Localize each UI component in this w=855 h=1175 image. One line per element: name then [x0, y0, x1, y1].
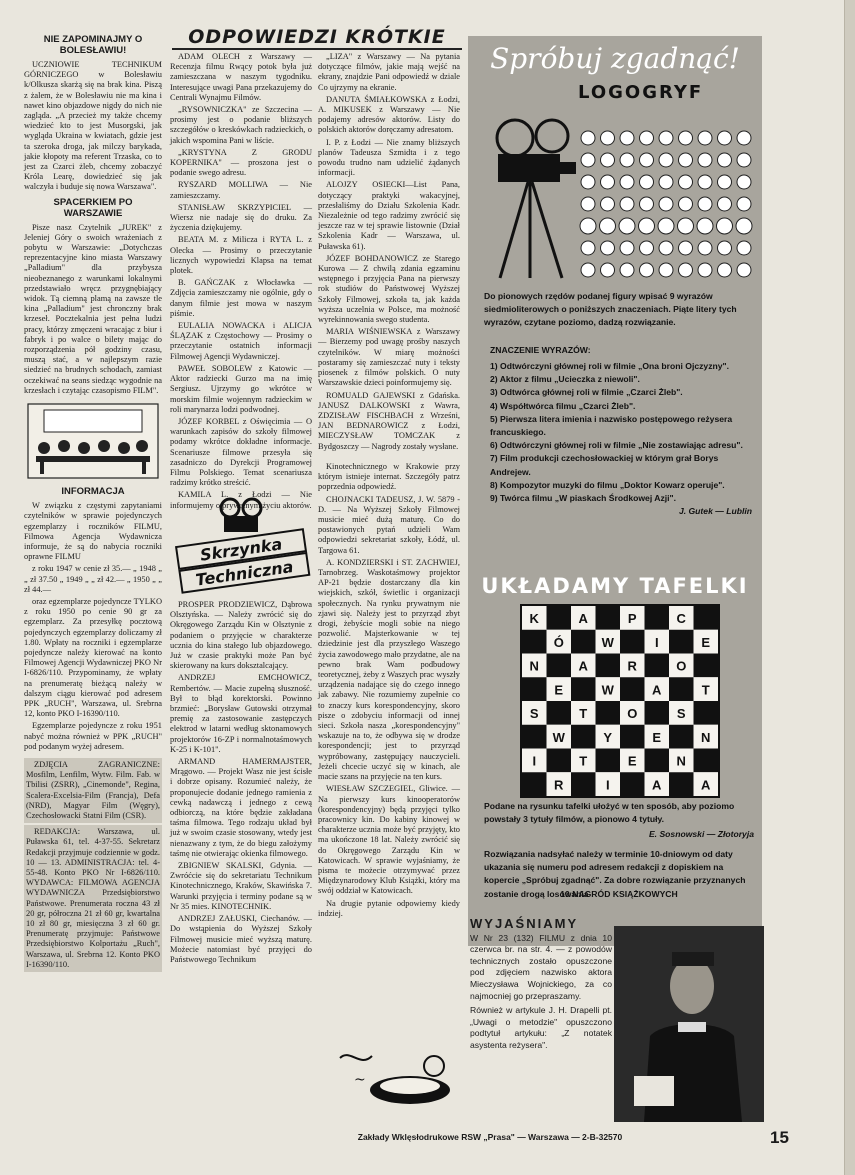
- logogryf-cell: [698, 131, 712, 145]
- board-square: [596, 606, 621, 630]
- meanings-heading: ZNACZENIE WYRAZÓW:: [490, 345, 591, 355]
- puzzle-section-title: Spróbuj zgadnąć!: [490, 42, 740, 75]
- board-letter: A: [578, 611, 588, 626]
- cartoon-reel-illustration: [330, 1040, 460, 1120]
- board-letter: S: [529, 706, 539, 721]
- board-square: [694, 654, 719, 678]
- logogryf-cell: [698, 263, 712, 277]
- logogryf-cell: [737, 241, 751, 255]
- tafelki-author: E. Sosnowski — Złotoryja: [648, 829, 754, 839]
- logogryf-cell: [679, 175, 693, 189]
- article-text: Pisze nasz Czytelnik „JUREK" z Jeleniej Góry o swoich wrażeniach z pobytu w Warszawie: „Dotychczas reprezentacyjne kino miasta Warszawy „Palladium" dla przybysza nieobeznanego z warunkami lokalnymi przedstawiało wręcz przygnębiający widok. Tą ciemną plamą na zawsze tle kina „Palladium" jest chronczny brak krzeseł. Pocztekalnia jest pełna ludzi pracy, którzy zmęczeni wracając z biur i fabryk i po walce o bilety mając do rozporządzenia pół godziny czasu, muszą stać, a w najlepszym razie siedzieć na brudnych schodach, zamiast oczekiwać na seans siedząc wygodnie na krzesłach i czytając czasopismo FILM".: [24, 222, 162, 395]
- editorial-info: REDAKCJA: Warszawa, ul. Puławska 61, tel. 4-37-55. Sekretarz Redakcji przyjmuje codziennie w godz. 10 — 13. ADMINISTRACJA: tel. 4-55-48. Konto PKO Nr I-6826/110. WYDAWCA: FILMOWA AGENCJA WYDAWNICZA Przedsiębiorstwo Państwowe. Prenumerata roczna 43 zł 20 gr, półroczna 21 zł 60 gr, kwartalna 10 zł 80 gr, miesięczna 3 zł 60 gr. Prenumeratę przyjmuje: Państwowe Przedsiębiorstwo Kolportażu „Ruch", Warszawa, ul. Srebrna 12. Konto PKO I-16390/110.: [24, 825, 162, 972]
- answer: PROSPER PRODZIEWICZ, Dąbrowa Olsztyńska. — Należy zwrócić się do Okręgowego Zarządu Kin w Olsztynie z podaniem o przyjęcie w charakterze ucznia do kina stałego lub objazdowego. Już w czasie praktyki może Pan być skierowany na kurs doksztalcający.: [170, 600, 312, 671]
- board-letter: C: [676, 611, 686, 626]
- answer: ROMUALD GAJEWSKI z Gdańska. JANUSZ DALKOWSKI z Wawra, ZDZISŁAW FISCHBACH z Wrześni, JAN BEDNAROWICZ z Łodzi, MIECZYSŁAW TOMCZAK z Bydgoszczy — Nagrody zostały wysłane.: [318, 390, 460, 451]
- correction-title: WYJAŚNIAMY: [470, 916, 579, 931]
- logogryf-cell: [698, 241, 712, 255]
- answer: DANUTA ŚMIAŁKOWSKA z Łodzi, A. MIKUSEK z Warszawy — Nie podajemy adresów aktorów. Listy do polskich aktorów doręczamy adresatom.: [318, 94, 460, 135]
- correction-box: [470, 918, 612, 1052]
- answer: KAMILA L. z Łodzi — Nie informujemy o prywatnym życiu aktorów.: [170, 490, 312, 510]
- clue: 2) Aktor z filmu „Ucieczka z niewoli".: [490, 374, 640, 385]
- logogryf-cell: [640, 197, 654, 211]
- answer: „LIZA" z Warszawy — Na pytania dotyczące filmów, jakie mają wejść na ekrany, znajdzie Pani odpowiedź w dziale Co ujrzymy na ekranie.: [318, 52, 460, 92]
- answer: WIESŁAW SZCZEGIEL, Gliwice. — Na pierwszy kurs kinooperatorów (korespondencyjny) będą przyjęci tylko pracownicy kin. Do kabiny kinowej w charakterze ucznia może być przyjęty, kto ma ukończone 18 lat. Należy zwrócić się do Okręgowego Zarządu Kin w Katowicach. W sprawie wyjaśniamy, że pisma te możecie otrzymywać przez Międzynarodowy Klub Książki, który ma swój oddział w Katowicach.: [318, 784, 460, 896]
- logogryf-cell: [580, 218, 596, 234]
- board-letter: E: [701, 634, 711, 650]
- logogryf-cell: [620, 153, 634, 167]
- clue: 9) Twórca filmu „W piaskach Środkowej Azji".: [490, 493, 677, 504]
- logogryf-cell: [718, 131, 732, 145]
- clue: 3) Odtwórca głównej roli w filmie „Czarci Żleb".: [490, 387, 683, 398]
- actor-portrait-photo: [614, 926, 764, 1122]
- logogryf-cell: [698, 153, 712, 167]
- logogryf-cell: [718, 263, 732, 277]
- board-square: [571, 630, 596, 654]
- logogryf-cell: [736, 218, 752, 234]
- left-headline: NIE ZAPOMINAJMY O BOLESŁAWIU!: [43, 34, 143, 56]
- logogryf-cell: [737, 153, 751, 167]
- tafelki-instructions: Podane na rysunku tafelki ułożyć w ten sposób, aby poziomo powstały 3 tytuły filmów, a pionowo 4 tytuły.: [484, 801, 735, 825]
- solution-instructions: Rozwiązania nadsyłać należy w terminie 10-dniowym od daty ukazania się numeru pod adresem redakcji z dopiskiem na kopercie „Spróbuj zgadnąć". Za dobre rozwiązanie przyznanych zostanie drogą losowania: [484, 849, 746, 899]
- answer: B. GAŃCZAK z Włocławka — Zdjęcia zamieszczamy nie ogólnie, gdy o danym filmie jest mowa w naszym piśmie.: [170, 278, 312, 318]
- svg-text:~: ~: [354, 1072, 366, 1088]
- logogryf-cell: [717, 218, 733, 234]
- tafelki-title: UKŁADAMY TAFELKI: [481, 574, 749, 598]
- board-letter: W: [552, 729, 565, 745]
- technical-box-column: [170, 600, 312, 1120]
- logogryf-cell: [619, 218, 635, 234]
- logogryf-cell: [640, 131, 654, 145]
- board-square: [522, 630, 547, 654]
- logogryf-cell: [659, 175, 673, 189]
- article-text: UCZNIOWIE TECHNIKUM GÓRNICZEGO w Bolesławiu k/Olkusza skarżą się na brak kina. Piszą z żalem, że w Bolesławiu nie ma kina i nawet kino objazdowe nigdy do nich nie zagląda. „A przecież my także chcemy wiedzieć kto to jest Musorgski, jak wygląda Ukraina w kwiatach, gdzie jest ta szeroka droga, jak milczy barykada, jakie kłopoty ma referent Trzaska, co to jest za Czarci żleb, chcemy zobaczyć Króla Learę, dowiedzieć się jak walczyła i buduje się nowa Warszawa".: [24, 60, 162, 192]
- page-number: 15: [770, 1128, 789, 1147]
- board-square: [547, 654, 572, 678]
- main-title: ODPOWIEDZI KRÓTKIE: [188, 26, 446, 48]
- board-square: [547, 606, 572, 630]
- clue: 5) Pierwsza litera imienia i nazwisko postępowego reżysera francuskiego.: [490, 413, 733, 438]
- board-letter: I: [654, 634, 659, 650]
- section-heading: SPACERKIEM PO WARSZAWIE: [53, 196, 133, 219]
- board-letter: W: [601, 634, 614, 650]
- board-square: [522, 725, 547, 749]
- prize-line: 10 NAGRÓD KSIĄŻKOWYCH: [560, 889, 678, 899]
- logogryf-cell: [640, 153, 654, 167]
- board-letter: I: [605, 777, 610, 793]
- board-square: [645, 654, 670, 678]
- left-column: [24, 30, 162, 1115]
- logogryf-cell: [601, 197, 615, 211]
- answer: Na drugie pytanie odpowiemy kiedy indziej.: [318, 898, 460, 918]
- answer: ARMAND HAMERMAJSTER, Mrągowo. — Projekt Wasz nie jest ścisłe i dobrze opisany. Rozumieć należy, że proponujecie dodanie jednego ramienia z cewką nadawczą i jednego z cewą odbiorczą, na które będzie zakładana taśma filmowa. Tego rodzaju układ był już w swoim czasie stosowany, wtedy jest nienazwany z tym, że do biegu założymy taśmę nie otwierając okienka filmowego.: [170, 757, 312, 858]
- logogryf-cell: [737, 263, 751, 277]
- board-letter: E: [627, 753, 637, 769]
- logogryf-cell: [601, 153, 615, 167]
- board-square: [669, 725, 694, 749]
- board-square: [522, 772, 547, 796]
- article-text: Egzemplarze pojedyncze z roku 1951 nabyć można również w PPK „RUCH" pod podanym wyżej adresem.: [24, 721, 162, 751]
- logogryf-cell: [640, 263, 654, 277]
- answer: „KRYSTYNA Z GRODU KOPERNIKA" — proszona jest o podanie swego adresu.: [170, 147, 312, 178]
- board-square: [620, 725, 645, 749]
- logogryf-cell: [581, 153, 595, 167]
- logogryf-cell: [679, 197, 693, 211]
- logogryf-cell: [639, 218, 655, 234]
- puzzle-author: J. Gutek — Lublin: [678, 506, 752, 517]
- board-letter: K: [529, 611, 539, 626]
- answer: ALOJZY OSIECKI—List Pana, dotyczący praktyki wakacyjnej, przesłaliśmy do Działu Szkolenia Kadr. Niezależnie od tego radzimy zwrócić się jeszcze raz w tej sprawie listownie (Dział Szkolenia Kadr — Warszawa, ul. Puławska 61).: [318, 180, 460, 251]
- answer: EULALIA NOWACKA i ALICJA ŚLĄZAK z Częstochowy — Prosimy o przeczytanie ostatnich informacji Filmowej Agencji Wydawniczej.: [170, 321, 312, 361]
- logo-word-2: Techniczna: [194, 557, 295, 590]
- board-square: [571, 772, 596, 796]
- article-text: oraz egzemplarze pojedyncze TYLKO z roku 1950 po cenie 90 gr za egzemplarz. Za przesyłkę pocztową pojedynczych egzemplarzy doliczamy zł 1.80. Wpłaty na roczniki i egzemplarze pojedyncze należy kierować na konto Filmowej Agencji Wydawniczej PKO Nr I-6826/110. Przypominamy, że wpłaty na prenumeratę bieżącą należy w dalszym ciągu kierować pod adresem PPK „RUCH", Warszawa, ul. Srebrna 12, konto PKO I-16390/110.: [24, 596, 162, 719]
- answer: JÓZEF KORBEL z Oświęcimia — O warunkach zapisów do szkoły filmowej podamy wkrótce dokładne informacje. Scenariusze filmowe przesyła się zasadniczo do Dyrekcji Programowej Filmu Polskiego. Temat scenariusza radzimy krótko streścić.: [170, 416, 312, 488]
- logogryf-cell: [737, 197, 751, 211]
- board-letter: A: [578, 658, 588, 674]
- clue: 1) Odtwórczyni głównej roli w filmie „Ona broni Ojczyzny".: [490, 361, 730, 371]
- board-square: [694, 701, 719, 725]
- board-square: [596, 654, 621, 678]
- logogryf-cell: [698, 175, 712, 189]
- technical-box-column-2: [318, 462, 460, 1042]
- logogryf-cell: [659, 153, 673, 167]
- correction-text: W Nr 23 (132) FILMU z dnia 10 czerwca br. na str. 4. — z powodów technicznych zostało opuszczone pod zdjęciem nazwisko aktora Mieczysława Wojnickiego, za co najmocniej go przepraszamy.: [470, 932, 612, 1001]
- board-letter: T: [579, 706, 588, 721]
- answer: JÓZEF BOHDANOWICZ ze Starego Kurowa — Z chwilą zdania egzaminu wstępnego i przyjęcia Pana na pierwszy rok studiów do Państwowej Wyższej Szkoły Filmowej, szkoła ta, jak każda wyższa uczelnia w Polsce, ma możność wyrekinnowania swego studenta.: [318, 253, 460, 325]
- logogryf-cell: [659, 263, 673, 277]
- answer: STANISŁAW SKRZYPICIEL — Wiersz nie nadaje się do druku. Za życzenia dziękujemy.: [170, 202, 312, 233]
- board-square: [547, 749, 572, 773]
- film-camera-illustration: [480, 110, 580, 280]
- board-square: [620, 630, 645, 654]
- board-square: [547, 701, 572, 725]
- answer: I. P. z Łodzi — Nie znamy bliższych planów Tadeusza Szmidta i z tego powodu trudno nam udzielić żądanych informacji.: [318, 137, 460, 178]
- logogryf-cell: [659, 241, 673, 255]
- tafelki-board: [520, 604, 720, 798]
- logogryf-cell: [718, 241, 732, 255]
- logogryf-cell: [581, 241, 595, 255]
- board-letter: Y: [603, 729, 613, 745]
- answer: RYSZARD MOLLIWA — Nie zamieszczamy.: [170, 180, 312, 200]
- logogryf-cell: [697, 218, 713, 234]
- board-letter: S: [676, 706, 686, 721]
- answers-column-1: [170, 52, 312, 510]
- board-square: [596, 749, 621, 773]
- logo-word-1: Skrzynka: [198, 534, 284, 565]
- price-list: z roku 1947 w cenie zł 35.— „ 1948 „ „ zł 37.50 „ 1949 „ „ zł 42.— „ 1950 „ „ zł 44.—: [24, 564, 162, 594]
- logogryf-cell: [601, 175, 615, 189]
- answer: BEATA M. z Milicza i RYTA L. z Olecka — Prosimy o przeczytanie licznych wypowiedzi Klapsa na temat plotek.: [170, 235, 312, 276]
- board-letter: N: [701, 729, 711, 745]
- board-letter: O: [627, 706, 638, 721]
- board-square: [620, 677, 645, 701]
- board-letter: O: [676, 658, 687, 674]
- logogryf-cell: [718, 175, 732, 189]
- logogryf-cell: [601, 241, 615, 255]
- board-letter: N: [676, 753, 686, 769]
- skrzynka-techniczna-logo: [172, 494, 312, 596]
- logogryf-cell: [601, 263, 615, 277]
- logogryf-cell: [659, 197, 673, 211]
- logogryf-cell: [581, 197, 595, 211]
- logogryf-cell: [659, 131, 673, 145]
- board-square: [522, 677, 547, 701]
- printer-footer: Zakłady Wklęsłodrukowe RSW „Prasa" — Warszawa — 2-B-32570: [357, 1132, 623, 1142]
- logogryf-cell: [620, 241, 634, 255]
- board-square: [669, 772, 694, 796]
- board-letter: T: [701, 682, 710, 698]
- board-square: [669, 630, 694, 654]
- logogryf-cell: [620, 175, 634, 189]
- page-edge: [844, 0, 855, 1175]
- photo-credits: ZDJĘCIA ZAGRANICZNE: Mosfilm, Lenfilm, Wytw. Film. Fab. w Tbilisi (ZSRR), „Cinemonde", Regina, Scalera-Excelsia-Film (Francja), Defa (NRD), Magyar Film (Węgry), Czechosłowacki Statni Film (CSR).: [24, 758, 162, 823]
- logogryf-cell: [640, 175, 654, 189]
- board-square: [669, 677, 694, 701]
- answer: A. KONDZIERSKI i ST. ZACHWIEJ, Tarnobrzeg. Waskotaśmowy projektor AP-21 będzie dostarczany dla kin wiejskich, szkół, świetlic i organizacji społecznych. Na rynku prywatnym nie zjawi się. Należy jest to przyrząd zbyt drogi, żebyście mogli sobie na niego pozwolić. Majsterkowanie w tej dziedzinie jest dla przyszłego Waszego życia zawodowego mało przydatne, ale na pewno brak Wam podbudowy teoretycznej, żeby z Waszych prac wyszły urządzenia nadające się do czego innego jak zabawy. Nie rozumiemy zupełnie co to znaczy kurs korespondencyjny, skoro pisze o zdobyciu informacji od innej sieci. Szkoła nasza „korespondencyjny" wskazuje na to, że odbywa się w drodze korespondencji; jest to przyrząd wypróbowany, zastępujący nauczycieli. Jeżeli chcecie uczyć się w kinach, ale macie szans na przyjęcie na ten kurs.: [318, 557, 460, 782]
- logogryf-grid: [578, 128, 754, 283]
- logogryf-cell: [620, 263, 634, 277]
- board-letter: E: [554, 682, 564, 698]
- answer: ZBIGNIEW SKALSKI, Gdynia. — Zwróćcie się do sekretariatu Technikum Kinotechnicznego, Kraków, Skawińska 7. Warunki przyjęcia i terminy podane są w Nr 35 mies. KINOTECHNIK.: [170, 861, 312, 911]
- logogryf-cell: [658, 218, 674, 234]
- board-square: [620, 772, 645, 796]
- section-heading: INFORMACJA: [61, 486, 125, 498]
- answer: ANDRZEJ EMCHOWICZ, Rembertów. — Macie zupełną słuszność. Był to błąd korektorski. Powinno brzmieć: „Borysław Gutowski otrzymał premię za zastosowanie zastępczych elektrod w latarni według sktonamowych projektorów 16-ZP i normalnotaśmowych K-25 i K-101".: [170, 673, 312, 754]
- logogryf-instructions: Do pionowych rzędów podanej figury wpisać 9 wyrazów siedmioliterowych o poniższych znaczeniach. Piąte litery tych wyrazów, czytane poziomo, dadzą rozwiązanie.: [484, 291, 737, 328]
- logogryf-cell: [679, 153, 693, 167]
- board-letter: R: [554, 777, 564, 793]
- logogryf-cell: [678, 218, 694, 234]
- correction-text-2: Również w artykule J. H. Drapelli pt. „Uwagi o metodzie" opuszczono podtytuł artykułu: „Z notatek asystenta reżysera".: [470, 1005, 612, 1050]
- board-square: [596, 701, 621, 725]
- board-square: [694, 606, 719, 630]
- board-letter: R: [627, 658, 637, 674]
- logogryf-cell: [679, 241, 693, 255]
- board-square: [645, 749, 670, 773]
- clue: 8) Kompozytor muzyki do filmu „Doktor Kowarz operuje".: [490, 479, 725, 490]
- logogryf-cell: [601, 131, 615, 145]
- logogryf-cell: [600, 218, 616, 234]
- board-square: [645, 606, 670, 630]
- answer: Kinotechnicznego w Krakowie przy którym istnieje internat. Szczegóły patrz poprzednia odpowiedź.: [318, 462, 460, 492]
- logogryf-cell: [620, 131, 634, 145]
- logogryf-cell: [698, 197, 712, 211]
- logogryf-cell: [581, 131, 595, 145]
- board-letter: A: [652, 777, 662, 793]
- article-text: W związku z częstymi zapytaniami czytelników w sprawie pojedynczych egzemplarzy i roczników FILMU, Filmowa Agencja Wydawnicza informuje, że są do nabycia roczniki oprawne FILMU: [24, 501, 162, 562]
- logogryf-cell: [737, 131, 751, 145]
- board-square: [571, 725, 596, 749]
- answer: ANDRZEJ ZAŁUSKI, Ciechanów. — Do wstąpienia do Wyższej Szkoły Filmowej musicie mieć wyższą maturę. Możecie natomiast być przyjęci do Państwowego Technikum: [170, 914, 312, 964]
- board-square: [694, 749, 719, 773]
- board-letter: A: [701, 777, 711, 793]
- board-square: [571, 677, 596, 701]
- logogryf-cell: [718, 153, 732, 167]
- clue: 6) Odtwórczyni głównej roli w filmie „Nie zostawiając adresu".: [490, 440, 743, 451]
- board-square: [645, 701, 670, 725]
- cinema-audience-illustration: [24, 400, 162, 482]
- answer: „RYSOWNICZKA" ze Szczecina — prosimy jest o podanie bliższych szczegółów o kreskówkach radzieckich, o jakich wspomina Pani w liście.: [170, 105, 312, 145]
- board-letter: N: [529, 658, 539, 674]
- board-letter: A: [652, 682, 662, 698]
- title-rule: [172, 48, 462, 50]
- clue: 7) Film produkcji czechosłowackiej w którym grał Borys Andrejew.: [490, 453, 719, 477]
- clue: 4) Współtwórca filmu „Czarci Żleb".: [490, 400, 636, 411]
- logogryf-cell: [718, 197, 732, 211]
- answer: ADAM OLECH z Warszawy — Recenzja filmu Rwący potok była już zamieszczana w naszym tygodniku. Interesujące uwagi Pana przekazujemy do Centrali Wynajmu Filmów.: [170, 52, 312, 102]
- board-letter: Ó: [553, 634, 564, 650]
- answers-column-2: [318, 52, 460, 482]
- answer: MARIA WIŚNIEWSKA z Warszawy — Bierzemy pod uwagę prośby naszych czytelników. W miarę możności postaramy się zamieszczać nuty i teksty piosenek z filmów polskich. O nuty Warszawskie dzieci poinformujemy się.: [318, 327, 460, 388]
- tafelki-grid: [522, 606, 718, 796]
- logogryf-cell: [620, 197, 634, 211]
- board-letter: W: [601, 682, 614, 698]
- logogryf-cell: [679, 263, 693, 277]
- clues-list: [490, 360, 752, 518]
- answer: CHOJNACKI TADEUSZ, J. W. 5879 - D. — Na Wyższej Szkoły Filmowej musicie mieć dużą maturę. Co do postawionych pytań udzieli Wam odpowiedzi sekretariat szkoły, Łódź, ul. Targowa 61.: [318, 494, 460, 555]
- board-letter: P: [627, 611, 637, 626]
- logogryf-cell: [737, 175, 751, 189]
- board-letter: I: [532, 753, 537, 769]
- board-letter: E: [652, 729, 662, 745]
- logogryf-cell: [581, 175, 595, 189]
- logogryf-title: LOGOGRYF: [578, 82, 704, 103]
- answer: PAWEŁ SOBOLEW z Katowic — Aktor radziecki Gurzo ma na imię Sergiusz. Ujrzymy go wkrótce w morskim filmie wojennym radzieckim w roli marynarza lodzi podwodnej.: [170, 363, 312, 414]
- board-letter: T: [579, 753, 588, 769]
- logogryf-cell: [581, 263, 595, 277]
- logogryf-cell: [640, 241, 654, 255]
- logogryf-cell: [679, 131, 693, 145]
